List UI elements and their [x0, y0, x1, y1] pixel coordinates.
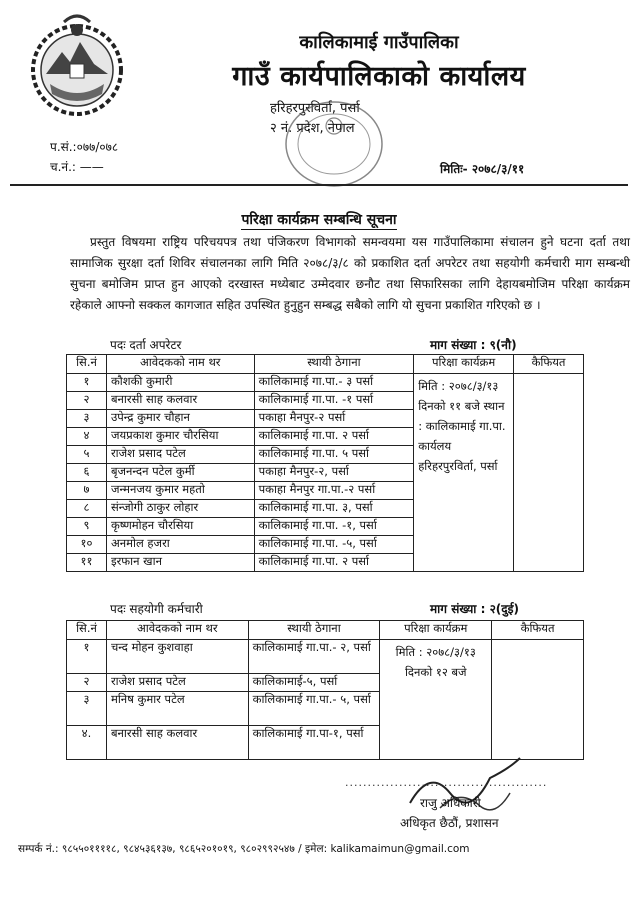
row-name: बृजनन्दन पटेल कुर्मी	[106, 464, 254, 482]
row-name: कौशकी कुमारी	[106, 374, 254, 392]
row-address: कालिकामाई-५, पर्सा	[248, 674, 380, 692]
row-name: बनारसी साह कलवार	[106, 392, 254, 410]
nepal-government-emblem-icon	[24, 12, 130, 122]
col-header-remarks: कैफियत	[492, 621, 584, 640]
row-name: मनिष कुमार पटेल	[106, 692, 248, 726]
col-header-address: स्थायी ठेगाना	[254, 355, 414, 374]
row-address: पकाहा मैनपुर-२ पर्सा	[254, 410, 414, 428]
row-address: कालिकामाई गा.पा-१, पर्सा	[248, 726, 380, 760]
row-sn: ६	[67, 464, 107, 482]
office-name: गाउँ कार्यपालिकाको कार्यालय	[232, 61, 526, 92]
row-address: कालिकामाई गा.पा. -१ पर्सा	[254, 392, 414, 410]
table-row	[67, 640, 584, 674]
row-name: चन्द मोहन कुशवाहा	[106, 640, 248, 674]
office-seal-stamp-icon	[282, 96, 386, 192]
row-address: कालिकामाई गा.पा. -१, पर्सा	[254, 518, 414, 536]
row-sn: ४	[67, 428, 107, 446]
row-address: कालिकामाई गा.पा. -५, पर्सा	[254, 536, 414, 554]
reference-number: प.सं.:०७७/०७८	[50, 140, 119, 154]
row-name: उपेन्द्र कुमार चौहान	[106, 410, 254, 428]
section2-table	[66, 620, 584, 760]
table-header-row	[67, 355, 584, 374]
row-sn: ८	[67, 500, 107, 518]
row-sn: ३	[67, 410, 107, 428]
notice-date: मितिः- २०७८/३/११	[440, 162, 525, 176]
contact-footer: सम्पर्क नं.: ९८५५०११११८, ९८४५३६१३७, ९८६५२०१०१९, ९८०२९९२५४७ / इमेल: kalikamaimun@gmail.com	[18, 843, 470, 855]
row-name: बनारसी साह कलवार	[106, 726, 248, 760]
row-name: जन्मनजय कुमार महतो	[106, 482, 254, 500]
remarks-cell	[492, 640, 584, 760]
section1-table	[66, 354, 584, 572]
row-name: इरफान खान	[106, 554, 254, 572]
row-name: जयप्रकाश कुमार चौरसिया	[106, 428, 254, 446]
municipality-name: कालिकामाई गाउँपालिका	[299, 32, 459, 53]
subject-text: परिक्षा कार्यक्रम सम्बन्धि सूचना	[241, 212, 397, 228]
col-header-sn: सि.नं	[67, 355, 107, 374]
row-sn: ७	[67, 482, 107, 500]
row-sn: ११	[67, 554, 107, 572]
row-address: कालिकामाई गा.पा. ३, पर्सा	[254, 500, 414, 518]
signatory-title: अधिकृत छैठौं, प्रशासन	[400, 816, 499, 830]
signature-line: .............................................	[345, 776, 548, 789]
col-header-name: आवेदकको नाम थर	[106, 621, 248, 640]
row-name: संन्जोगी ठाकुर लोहार	[106, 500, 254, 518]
row-sn: २	[67, 674, 107, 692]
notice-body: प्रस्तुत विषयमा राष्ट्रिय परिचयपत्र तथा पंजिकरण विभागको समन्वयमा यस गाउँपालिकामा संचालन हुने घटना दर्ता तथा सामाजिक सुरक्षा दर्ता शिविर संचालनका लागि मिति २०७८/३/८ को प्रकाशित दर्ता अपरेटर तथा सहयोगी कर्मचारी माग सम्बन्धी सुचना बमोजिम प्राप्त हुन आएको दरखास्त मध्येबाट उम्मेदवार छनौट तथा सिफारिसका लागि देहायबमोजिम परिक्षा कार्यक्रम रहेकाले आफ्नो सक्कल कागजात सहित उपस्थित हुनुहुन सम्बद्ध सबैको लागि यो सुचना प्रकाशित गरिएको छ ।	[70, 235, 630, 312]
header-divider	[10, 184, 628, 186]
table-row	[67, 374, 584, 392]
row-sn: १०	[67, 536, 107, 554]
row-sn: १	[67, 374, 107, 392]
row-address: कालिकामाई गा.पा.- ३ पर्सा	[254, 374, 414, 392]
col-header-address: स्थायी ठेगाना	[248, 621, 380, 640]
section1-demand: माग संख्या : ९(नौ)	[430, 338, 517, 352]
address-line-1: हरिहरपुरविर्ता, पर्सा	[270, 101, 360, 116]
row-sn: ५	[67, 446, 107, 464]
row-name: राजेश प्रसाद पटेल	[106, 674, 248, 692]
col-header-exam: परिक्षा कार्यक्रम	[380, 621, 492, 640]
exam-program: मिति : २०७८/३/१३ दिनको ११ बजे स्थान : कालिकामाई गा.पा. कार्यलय हरिहरपुरविर्ता, पर्सा	[414, 374, 514, 572]
row-name: राजेश प्रसाद पटेल	[106, 446, 254, 464]
table-header-row	[67, 621, 584, 640]
row-address: कालिकामाई गा.पा. ५ पर्सा	[254, 446, 414, 464]
section1-post: पदः दर्ता अपरेटर	[110, 338, 182, 352]
row-address: पकाहा मैनपुर-२, पर्सा	[254, 464, 414, 482]
row-address: कालिकामाई गा.पा.- ५, पर्सा	[248, 692, 380, 726]
row-name: कृष्णमोहन चौरसिया	[106, 518, 254, 536]
notice-subject	[0, 210, 638, 229]
row-sn: २	[67, 392, 107, 410]
row-sn: ४.	[67, 726, 107, 760]
row-address: कालिकामाई गा.पा. २ पर्सा	[254, 554, 414, 572]
remarks-cell	[514, 374, 584, 572]
row-address: कालिकामाई गा.पा. २ पर्सा	[254, 428, 414, 446]
col-header-sn: सि.नं	[67, 621, 107, 640]
col-header-name: आवेदकको नाम थर	[106, 355, 254, 374]
exam-program: मिति : २०७८/३/१३ दिनको १२ बजे	[380, 640, 492, 760]
row-name: अनमोल हजरा	[106, 536, 254, 554]
col-header-exam: परिक्षा कार्यक्रम	[414, 355, 514, 374]
row-address: कालिकामाई गा.पा.- २, पर्सा	[248, 640, 380, 674]
dispatch-number: च.नं.: ——	[50, 160, 104, 174]
section2-post: पदः सहयोगी कर्मचारी	[110, 602, 203, 616]
row-address: पकाहा मैनपुर गा.पा.-२ पर्सा	[254, 482, 414, 500]
row-sn: ९	[67, 518, 107, 536]
col-header-remarks: कैफियत	[514, 355, 584, 374]
address-line-2: २ नं. प्रदेश, नेपाल	[270, 121, 355, 136]
row-sn: १	[67, 640, 107, 674]
signatory-name: राजु अधिकारी	[420, 796, 481, 810]
row-sn: ३	[67, 692, 107, 726]
section2-demand: माग संख्या : २(दुई)	[430, 602, 520, 616]
